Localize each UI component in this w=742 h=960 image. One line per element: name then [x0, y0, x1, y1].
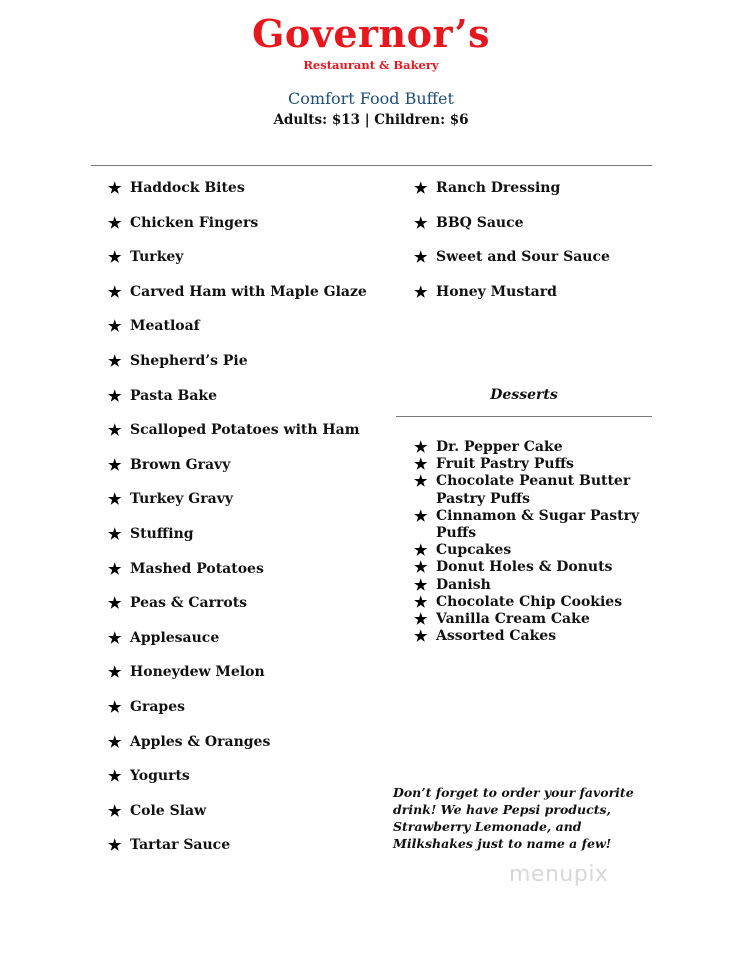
star-icon: ★: [414, 455, 428, 474]
menu-item-label: Scalloped Potatoes with Ham: [130, 422, 360, 439]
menu-item: [108, 768, 367, 803]
star-icon: ★: [108, 697, 122, 716]
star-icon: ★: [414, 592, 428, 611]
watermark: menupix: [509, 862, 609, 887]
menu-item: [414, 473, 664, 507]
desserts-divider: [396, 416, 652, 417]
menu-item: [414, 594, 664, 611]
menu-item-label: BBQ Sauce: [436, 214, 524, 231]
menu-item: [414, 180, 610, 215]
menu-item: [108, 318, 367, 353]
dessert-list: [414, 439, 664, 645]
menu-item-label: Grapes: [130, 698, 185, 715]
menu-item: [108, 180, 367, 215]
menu-item-label: Chocolate Peanut Butter Pastry Puffs: [436, 473, 631, 507]
menu-item: [108, 422, 367, 457]
menu-item-label: Cole Slaw: [130, 802, 207, 819]
menu-item: [108, 734, 367, 769]
star-icon: ★: [108, 386, 122, 405]
menu-list-right: [414, 180, 610, 318]
star-icon: ★: [414, 213, 428, 232]
menu-item: [108, 561, 367, 596]
star-icon: ★: [108, 524, 122, 543]
star-icon: ★: [108, 559, 122, 578]
menu-item-label: Tartar Sauce: [130, 837, 231, 854]
star-icon: ★: [108, 213, 122, 232]
menu-item-label: Honeydew Melon: [130, 664, 265, 681]
menu-item: [108, 215, 367, 250]
star-icon: ★: [108, 248, 122, 267]
menu-item: [108, 457, 367, 492]
menu-item-label: Chicken Fingers: [130, 214, 259, 231]
menu-item: [108, 491, 367, 526]
menu-item-label: Stuffing: [130, 525, 194, 542]
menu-item: [414, 542, 664, 559]
menu-item: [414, 559, 664, 576]
menu-item: [414, 508, 664, 542]
star-icon: ★: [414, 438, 428, 456]
star-icon: ★: [108, 455, 122, 474]
header-divider: [91, 165, 652, 166]
menu-item: [108, 595, 367, 630]
menu-item-label: Brown Gravy: [130, 456, 231, 473]
menu-item-label: Dr. Pepper Cake: [436, 439, 563, 455]
menu-item-label: Ranch Dressing: [436, 180, 561, 196]
menu-item: [414, 628, 664, 645]
buffet-title: Comfort Food Buffet: [288, 89, 454, 108]
drink-note: Don’t forget to order your favorite drink! We have Pepsi products, Strawberry Lemonade, and Milkshakes just to name a few!: [393, 785, 634, 851]
menu-item: [414, 249, 610, 284]
star-icon: ★: [414, 627, 428, 646]
star-icon: ★: [108, 421, 122, 440]
menu-item: [414, 611, 664, 628]
star-icon: ★: [108, 594, 122, 613]
menu-item: [414, 284, 610, 319]
menu-item-label: Vanilla Cream Cake: [436, 611, 590, 628]
menu-item-label: Carved Ham with Maple Glaze: [130, 283, 367, 300]
star-icon: ★: [108, 836, 122, 855]
star-icon: ★: [108, 179, 122, 197]
menu-item: [108, 526, 367, 561]
star-icon: ★: [108, 663, 122, 682]
star-icon: ★: [108, 767, 122, 786]
star-icon: ★: [414, 610, 428, 629]
menu-item: [414, 577, 664, 594]
menu-item-label: Turkey: [130, 249, 184, 266]
star-icon: ★: [108, 628, 122, 647]
menu-item: [108, 699, 367, 734]
menu-item: [414, 456, 664, 473]
menu-header: [0, 10, 742, 129]
menu-item-label: Haddock Bites: [130, 180, 245, 196]
menu-item: [108, 249, 367, 284]
menu-item: [108, 388, 367, 423]
star-icon: ★: [414, 541, 428, 560]
menu-item-label: Applesauce: [130, 629, 220, 646]
menu-item-label: Meatloaf: [130, 318, 200, 335]
menu-item-label: Cupcakes: [436, 542, 512, 559]
menu-item-label: Fruit Pastry Puffs: [436, 456, 574, 473]
star-icon: ★: [414, 282, 428, 301]
menu-item-label: Sweet and Sour Sauce: [436, 249, 610, 266]
menu-item-label: Mashed Potatoes: [130, 560, 264, 577]
menu-item-label: Danish: [436, 576, 491, 593]
menu-item: [108, 803, 367, 838]
star-icon: ★: [414, 472, 428, 491]
menu-item-label: Apples & Oranges: [130, 733, 271, 750]
star-icon: ★: [108, 282, 122, 301]
menu-item-label: Peas & Carrots: [130, 595, 248, 612]
menu-item: [108, 664, 367, 699]
star-icon: ★: [414, 506, 428, 525]
menu-item-label: Cinnamon & Sugar Pastry Puffs: [436, 507, 640, 542]
menu-item-label: Donut Holes & Donuts: [436, 559, 613, 576]
star-icon: ★: [108, 317, 122, 336]
menu-item: [414, 215, 610, 250]
star-icon: ★: [414, 179, 428, 197]
menu-item-label: Chocolate Chip Cookies: [436, 593, 623, 610]
menu-item-label: Turkey Gravy: [130, 491, 233, 508]
star-icon: ★: [414, 575, 428, 594]
star-icon: ★: [108, 490, 122, 509]
menu-item: [108, 353, 367, 388]
star-icon: ★: [414, 558, 428, 577]
restaurant-tagline: Restaurant & Bakery: [303, 58, 439, 72]
restaurant-name: Governor’s: [251, 11, 491, 56]
buffet-prices: Adults: $13 | Children: $6: [273, 112, 469, 128]
menu-item: [108, 630, 367, 665]
menu-item: [108, 837, 367, 872]
star-icon: ★: [414, 248, 428, 267]
menu-list-left: [108, 180, 367, 872]
menu-item-label: Honey Mustard: [436, 283, 557, 300]
desserts-heading: Desserts: [490, 387, 558, 403]
menu-item: [108, 284, 367, 319]
star-icon: ★: [108, 732, 122, 751]
menu-item-label: Shepherd’s Pie: [130, 352, 248, 369]
star-icon: ★: [108, 801, 122, 820]
menu-item-label: Yogurts: [130, 768, 190, 785]
menu-item-label: Assorted Cakes: [436, 628, 557, 645]
menu-item: [414, 439, 664, 456]
menu-item-label: Pasta Bake: [130, 387, 218, 404]
star-icon: ★: [108, 351, 122, 370]
